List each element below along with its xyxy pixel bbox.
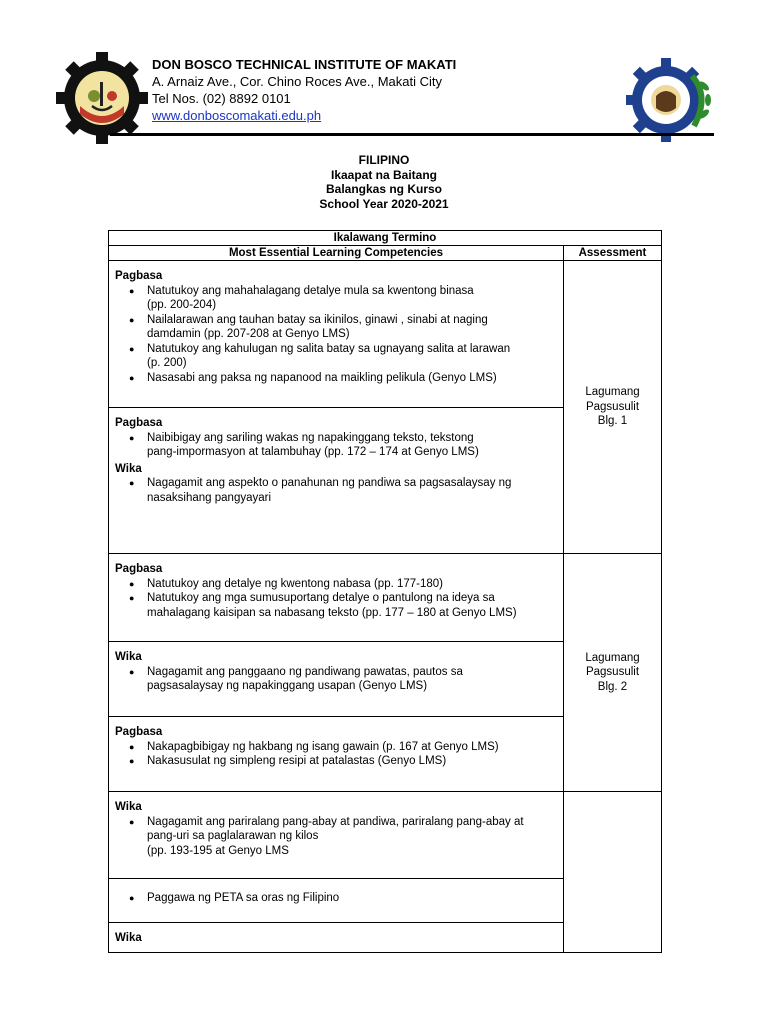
assessment-cell-1: [564, 261, 662, 554]
bullet-icon: ●: [129, 593, 135, 603]
competency-line: damdamin (pp. 207-208 at Genyo LMS): [147, 328, 350, 340]
assessment-line: Pagsusulit: [585, 666, 640, 679]
competency-line: pang-impormasyon at talambuhay (pp. 172 – 174 at Genyo LMS): [147, 446, 479, 458]
assessment-line: Lagumang: [585, 651, 640, 664]
term-header: Ikalawang Termino: [109, 231, 662, 246]
competency-list: [115, 815, 557, 859]
assessment-line: Pagsusulit: [585, 400, 640, 413]
competency-line: Nagagamit ang panggaano ng pandiwang pawatas, pautos sa: [147, 665, 463, 678]
melc-cell: [109, 642, 564, 717]
section-heading: Wika: [115, 462, 142, 475]
school-website-link[interactable]: www.donboscomakati.edu.ph: [152, 108, 322, 123]
bullet-icon: ●: [129, 756, 135, 766]
grade-title: Ikaapat na Baitang: [330, 167, 438, 182]
assessment-cell-3: [564, 792, 662, 953]
competency-line: Nakapagbibigay ng hakbang ng isang gawain (p. 167 at Genyo LMS): [147, 740, 499, 753]
bullet-icon: ●: [129, 478, 135, 488]
competency-line: nasaksihang pangyayari: [147, 491, 272, 504]
competency-line: (pp. 193-195 at Genyo LMS: [147, 844, 289, 857]
competency-item: [115, 665, 557, 694]
competency-line: Nagagamit ang aspekto o panahunan ng pandiwa sa pagsasalaysay ng: [147, 477, 512, 489]
bullet-icon: ●: [129, 816, 135, 827]
competency-item: [115, 577, 557, 592]
section-heading: Wika: [115, 651, 142, 663]
competency-list: [115, 740, 557, 769]
competency-item: [115, 342, 557, 371]
melc-cell: [109, 554, 564, 642]
document-titles: [0, 153, 768, 211]
competency-line: pagsasalaysay ng napakinggang usapan (Genyo LMS): [147, 680, 428, 692]
assessment-line: Lagumang: [585, 386, 640, 399]
competency-line: Nasasabi ang paksa ng napanood na maikling pelikula (Genyo LMS): [147, 371, 497, 384]
competency-line: Natutukoy ang mga sumusuportang detalye o pantulong na ideya sa: [147, 592, 495, 604]
competency-list: [115, 284, 557, 386]
bullet-icon: ●: [129, 285, 135, 296]
melc-cell: [109, 792, 564, 879]
melc-cell: [109, 717, 564, 792]
bullet-icon: ●: [129, 578, 135, 589]
bullet-icon: ●: [129, 741, 135, 752]
anniversary-gear-logo-icon: [624, 56, 718, 144]
competency-item: [115, 313, 557, 342]
competency-item: [115, 815, 557, 859]
competency-line: mahalagang kaisipan sa nabasang teksto (pp. 177 – 180 at Genyo LMS): [147, 606, 517, 619]
doc-title: Balangkas ng Kurso: [325, 182, 443, 196]
competency-list: [115, 476, 557, 505]
competency-line: Natutukoy ang detalye ng kwentong nabasa (pp. 177-180): [147, 577, 444, 590]
competency-list: [115, 431, 557, 460]
competency-list: [115, 577, 557, 621]
school-address: A. Arnaiz Ave., Cor. Chino Roces Ave., Makati City: [152, 74, 442, 89]
bullet-icon: ●: [129, 666, 135, 677]
competency-item: [115, 371, 557, 386]
competency-line: (pp. 200-204): [147, 299, 217, 311]
assessment-line: Blg. 2: [597, 680, 628, 693]
competency-line: Paggawa ng PETA sa oras ng Filipino: [147, 892, 340, 904]
competency-item: [115, 284, 557, 313]
melc-cell: [109, 879, 564, 923]
section-heading: Pagbasa: [115, 726, 163, 738]
competency-line: Naibibigay ang sariling wakas ng napakinggang teksto, tekstong: [147, 431, 474, 444]
course-outline-table: [108, 230, 662, 953]
competency-item: [115, 740, 557, 755]
bullet-icon: ●: [129, 343, 135, 354]
school-name: DON BOSCO TECHNICAL INSTITUTE OF MAKATI: [152, 57, 457, 72]
school-gear-logo-icon: [56, 52, 148, 144]
assessment-line: Blg. 1: [597, 415, 628, 428]
competency-line: Nailalarawan ang tauhan batay sa ikinilos, ginawi , sinabi at naging: [147, 313, 488, 326]
bullet-icon: ●: [129, 432, 135, 443]
section-heading: Wika: [115, 932, 142, 944]
school-header: [152, 56, 456, 124]
competency-item: [115, 591, 557, 620]
competency-item: [115, 476, 557, 505]
section-heading: Pagbasa: [115, 270, 163, 282]
competency-list: [115, 665, 557, 694]
competency-item: [115, 754, 557, 769]
assessment-cell-2: [564, 554, 662, 792]
bullet-icon: ●: [129, 372, 135, 383]
competency-line: pang-uri sa paglalarawan ng kilos: [147, 830, 319, 842]
melc-cell: [109, 923, 564, 953]
melc-cell: [109, 408, 564, 554]
competency-line: Natutukoy ang mahahalagang detalye mula sa kwentong binasa: [147, 284, 474, 297]
section-heading: Wika: [115, 801, 142, 813]
school-year-title: School Year 2020-2021: [319, 196, 449, 211]
competency-line: (p. 200): [147, 357, 187, 369]
school-phone: Tel Nos. (02) 8892 0101: [152, 91, 291, 106]
bullet-icon: ●: [129, 893, 135, 903]
melc-column-header: Most Essential Learning Competencies: [109, 246, 564, 261]
bullet-icon: ●: [129, 314, 135, 325]
competency-list: [115, 891, 557, 906]
competency-line: Nakasusulat ng simpleng resipi at patalastas (Genyo LMS): [147, 755, 447, 767]
competency-item: [115, 891, 557, 906]
section-heading: Pagbasa: [115, 417, 163, 429]
melc-cell: [109, 261, 564, 408]
subject-title: FILIPINO: [358, 153, 410, 167]
competency-line: Nagagamit ang pariralang pang-abay at pandiwa, pariralang pang-abay at: [147, 815, 524, 828]
competency-line: Natutukoy ang kahulugan ng salita batay sa ugnayang salita at larawan: [147, 342, 511, 355]
assessment-column-header: Assessment: [564, 246, 662, 261]
section-heading: Pagbasa: [115, 563, 163, 575]
header-divider: [110, 133, 714, 136]
competency-item: [115, 431, 557, 460]
